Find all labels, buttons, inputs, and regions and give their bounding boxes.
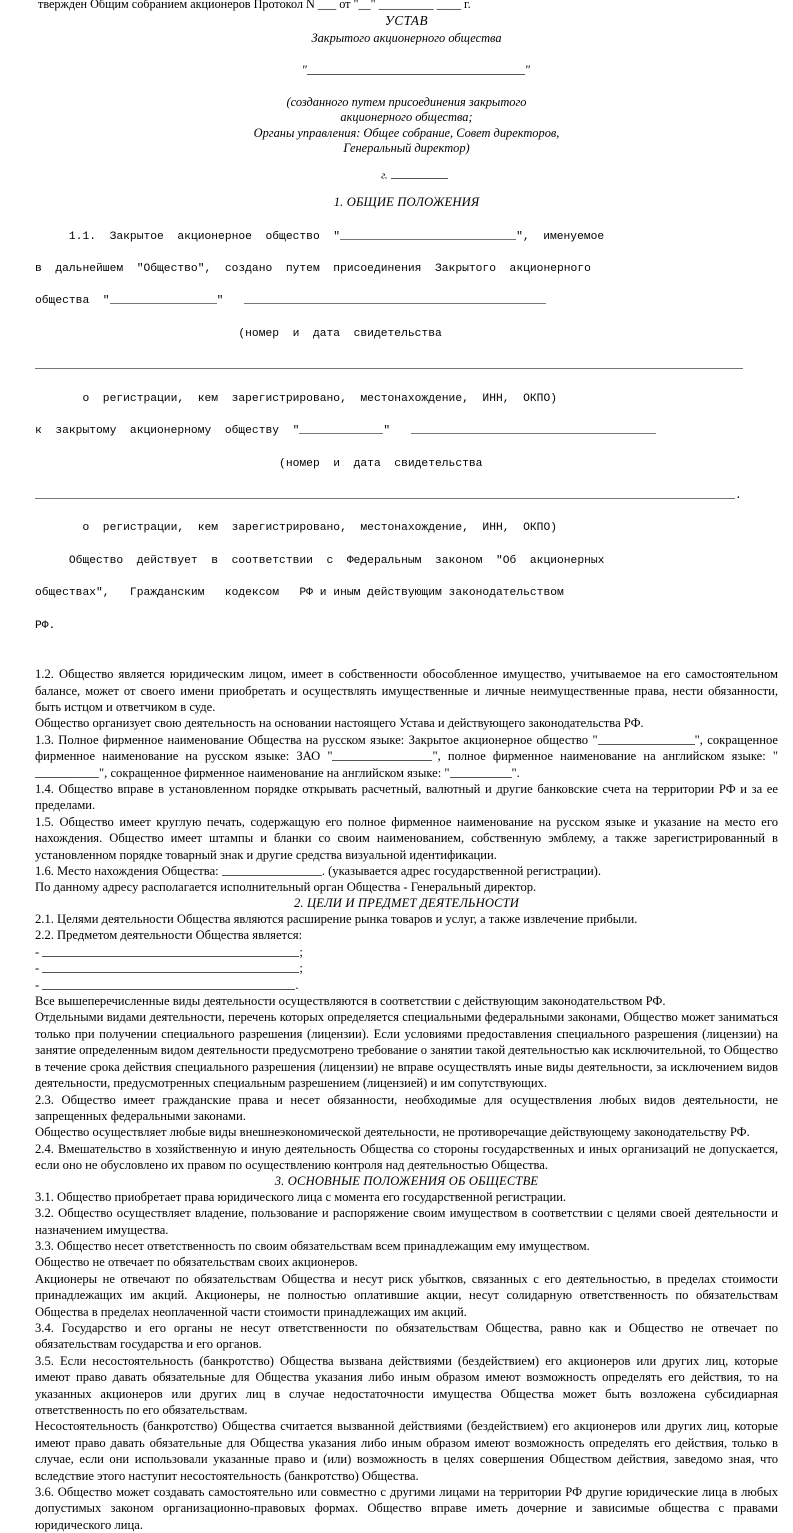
document-title: УСТАВ — [384, 13, 429, 28]
certificate-field-1[interactable] — [244, 294, 546, 304]
paragraph-3-1: 3.1. Общество приобретает права юридического лица с момента его государственной регистрации. — [35, 1189, 567, 1204]
mono-line-7: (номер и дата свидетельства — [35, 457, 483, 470]
mono-line-9: Общество действует в соответствии с Федеральным законом "Об акционерных — [35, 554, 605, 567]
section-1-monospace-block — [35, 212, 778, 666]
bullet-terminator-1: ; — [299, 944, 303, 959]
section-heading-3: 3. ОСНОВНЫЕ ПОЛОЖЕНИЯ ОБ ОБЩЕСТВЕ — [274, 1173, 539, 1188]
p13-a: 1.3. Полное фирменное наименование Общества на русском языке: Закрытое акционерное общество " — [35, 732, 598, 747]
activity-field-1[interactable] — [42, 946, 299, 957]
paragraph-3-3c: Акционеры не отвечают по обязательствам Общества и несут риск убытков, связанных с его деятельностью, в пределах стоимости принадлежащих им акций. Акционеры, не полностью оплатившие акции, несут солидарную ответственность по обязательствам Общества в пределах неоплаченной части стоимости принадлежащих им акций. — [35, 1271, 778, 1319]
paragraph-3-3b: Общество не отвечает по обязательствам своих акционеров. — [35, 1255, 358, 1270]
mono-line-5: о регистрации, кем зарегистрировано, местонахождение, ИНН, ОКПО) — [35, 392, 558, 405]
paragraph-2-2d: Отдельными видами деятельности, перечень которых определяется специальными федеральными законами, Общество может заниматься только при получении специального разрешения (лицензии). Если условиями предоставления специального разрешения (лицензии) на занятие определенным видом деятельности предусмотрено требование о занятии такой деятельностью как исключительной, то Общество в течение срока действия специального разрешения (лицензии) не вправе осуществлять иные виды деятельности, за исключением видов деятельности, предусмотренных специальным разрешением (лицензией) и им сопутствующих. — [35, 1010, 778, 1091]
mono-line-7b: . — [35, 488, 778, 504]
mono-l6-b: " — [383, 425, 411, 438]
paragraph-2-2c: Все вышеперечисленные виды деятельности осуществляются в соответствии с действующим законодательством РФ. — [35, 994, 666, 1009]
mono-l3-a: общества " — [35, 295, 110, 308]
bullet-marker-3: - — [35, 977, 40, 992]
paragraph-2-3: 2.3. Общество имеет гражданские права и несет обязанности, необходимые для осуществления любых видов деятельности, не запрещенных федеральными законами. — [35, 1092, 778, 1123]
mono-line-11: РФ. — [35, 619, 56, 632]
p13-d: ", сокращенное фирменное наименование на английском языке: " — [99, 765, 450, 780]
mono-l1-a: 1.1. Закрытое акционерное общество " — [35, 230, 341, 243]
paragraph-3-4: 3.4. Государство и его органы не несут ответственности по обязательствам Общества, равно как и Общество не отвечает по обязательствам государства и его органов. — [35, 1321, 778, 1352]
mono-l1-b: ", именуемое — [516, 230, 605, 243]
mono-l6-a: к закрытому акционерному обществу " — [35, 425, 300, 438]
section-heading-2: 2. ЦЕЛИ И ПРЕДМЕТ ДЕЯТЕЛЬНОСТИ — [293, 895, 520, 910]
company-name-blank-line — [35, 48, 778, 94]
paragraph-3-2: 3.2. Общество осуществляет владение, пользование и распоряжение своим имуществом в соответствии с целями своей деятельности и назначением имущества. — [35, 1206, 778, 1237]
bullet-marker-2: - — [35, 961, 40, 976]
document-subject: Закрытого акционерного общества — [311, 31, 502, 46]
p16-a: 1.6. Место нахождения Общества: — [35, 864, 222, 879]
target-company-field[interactable] — [299, 424, 383, 434]
city-field[interactable] — [391, 170, 448, 180]
certificate-field-1-cont[interactable] — [35, 359, 743, 369]
paragraph-3-6: 3.6. Общество может создавать самостоятельно или совместно с другими лицами на территории РФ другие юридические лица в любых допустимых законом организационно-правовых формах. Общество вправе иметь дочерние и зависимые общества с правами юридического лица. — [35, 1485, 778, 1532]
city-prefix: г. — [381, 170, 388, 182]
p13-e: ". — [511, 765, 520, 780]
bullet-marker-1: - — [35, 944, 40, 959]
masthead-paren-1: (созданного путем присоединения закрытого — [286, 95, 527, 110]
approval-line: твержден Общим собранием акционеров Протокол N ___ от "__" _________ ____ г. — [38, 0, 471, 11]
paragraph-3-5b: Несостоятельность (банкротство) Общества считается вызванной действиями (бездействием) его акционеров или других лиц, которые имеют право давать обязательные для Общества указания либо иным образом имеют возможность определять его действия, только в случае, если они использовали указанные право и (или) возможность в целях совершения Обществом действия, заведомо зная, что вследствие этого наступит несостоятельность (банкротство) Общества. — [35, 1419, 778, 1483]
mono-line-2: в дальнейшем "Общество", создано путем присоединения Закрытого акционерного — [35, 263, 591, 276]
masthead-paren-2: акционерного общества; — [340, 110, 473, 125]
certificate-field-2[interactable] — [411, 424, 656, 434]
paragraph-1-4: 1.4. Общество вправе в установленном порядке открывать расчетный, валютный и другие банковские счета на территории РФ и за ее пределами. — [35, 782, 778, 813]
company-name-field[interactable] — [307, 64, 525, 75]
mono-line-4: (номер и дата свидетельства — [35, 327, 442, 340]
paragraph-1-5: 1.5. Общество имеет круглую печать, содержащую его полное фирменное наименование на русском языке и указание на место его нахождения. Общество имеет штампы и бланки со своим наименованием, собственную эмблему, а также зарегистрированный в установленном порядке товарный знак и другие средства визуальной идентификации. — [35, 814, 778, 862]
mono-line-3 — [35, 293, 778, 309]
activity-field-3[interactable] — [42, 978, 295, 989]
paragraph-2-3b: Общество осуществляет любые виды внешнеэкономической деятельности, не противоречащие действующему законодательству РФ. — [35, 1125, 750, 1140]
quote-close: " — [524, 63, 530, 78]
mono-line-8: о регистрации, кем зарегистрировано, местонахождение, ИНН, ОКПО) — [35, 522, 558, 535]
bullet-terminator-2: ; — [299, 961, 303, 976]
masthead — [35, 13, 778, 194]
paragraph-2-2: 2.2. Предметом деятельности Общества является: — [35, 928, 303, 943]
paragraph-1-6 — [35, 863, 778, 879]
activity-bullet-2 — [35, 960, 778, 976]
short-name-ru-field[interactable] — [332, 750, 432, 761]
mono-line-10: обществах", Гражданским кодексом РФ и иным действующим законодательством — [35, 587, 564, 600]
masthead-paren-3: Органы управления: Общее собрание, Совет директоров, — [253, 125, 560, 140]
activity-bullet-3 — [35, 977, 778, 993]
p13-c: ", полное фирменное наименование на английском языке: " — [432, 749, 778, 764]
quote-open: " — [301, 63, 307, 78]
paragraph-2-1: 2.1. Целями деятельности Общества являются расширение рынка товаров и услуг, а также извлечение прибыли. — [35, 912, 638, 927]
p13-b: ", сокращенное фирменное наименование на русском языке: ЗАО " — [35, 732, 778, 764]
paragraph-1-2b: Общество организует свою деятельность на основании настоящего Устава и действующего законодательства РФ. — [35, 716, 644, 731]
section-heading-1: 1. ОБЩИЕ ПОЛОЖЕНИЯ — [333, 195, 480, 210]
paragraph-1-3 — [35, 732, 778, 781]
paragraph-3-5: 3.5. Если несостоятельность (банкротство) Общества вызвана действиями (бездействием) его акционеров или других лиц, которые имеют право давать обязательные для Общества указания либо иным образом имеют возможность определять его действия, то на указанных акционеров или других лиц в случае недостаточности имущества Общества может быть возложена субсидиарная ответственность по его обязательствам. — [35, 1353, 778, 1418]
legal-address-field[interactable] — [222, 865, 322, 876]
short-name-en-field[interactable] — [450, 766, 512, 777]
mono-line-4b — [35, 358, 778, 374]
merged-company-field[interactable] — [110, 294, 217, 304]
paragraph-1-2: 1.2. Общество является юридическим лицом, имеет в собственности обособленное имущество, учитываемое на его самостоятельном балансе, может от своего имени приобретать и осуществлять имущественные и личные неимущественные права, нести обязанности, быть истцом и ответчиком в суде. — [35, 667, 778, 714]
masthead-paren-4: Генеральный директор) — [343, 141, 470, 156]
activity-bullet-1 — [35, 944, 778, 960]
company-name-field-2[interactable] — [340, 230, 516, 240]
mono-line-1 — [35, 229, 778, 245]
activity-field-2[interactable] — [42, 962, 299, 973]
mono-line-6 — [35, 423, 778, 439]
mono-l3-b: " — [216, 295, 244, 308]
certificate-field-2-cont[interactable] — [35, 489, 735, 499]
city-line — [35, 158, 778, 195]
paragraph-3-3: 3.3. Общество несет ответственность по своим обязательствам всем принадлежащим ему имуществом. — [35, 1238, 590, 1253]
paragraph-2-4: 2.4. Вмешательство в хозяйственную и иную деятельность Общества со стороны государственных и иных организаций не допускается, если оно не обусловлено их правом по осуществлению контроля над деятельностью Общества. — [35, 1141, 778, 1173]
paragraph-1-6b: По данному адресу располагается исполнительный орган Общества - Генеральный директор. — [35, 880, 537, 895]
bullet-terminator-3: . — [295, 977, 299, 992]
full-name-en-field[interactable] — [35, 766, 99, 777]
p16-b: . (указывается адрес государственной регистрации). — [321, 864, 602, 879]
full-name-ru-field[interactable] — [598, 733, 695, 744]
